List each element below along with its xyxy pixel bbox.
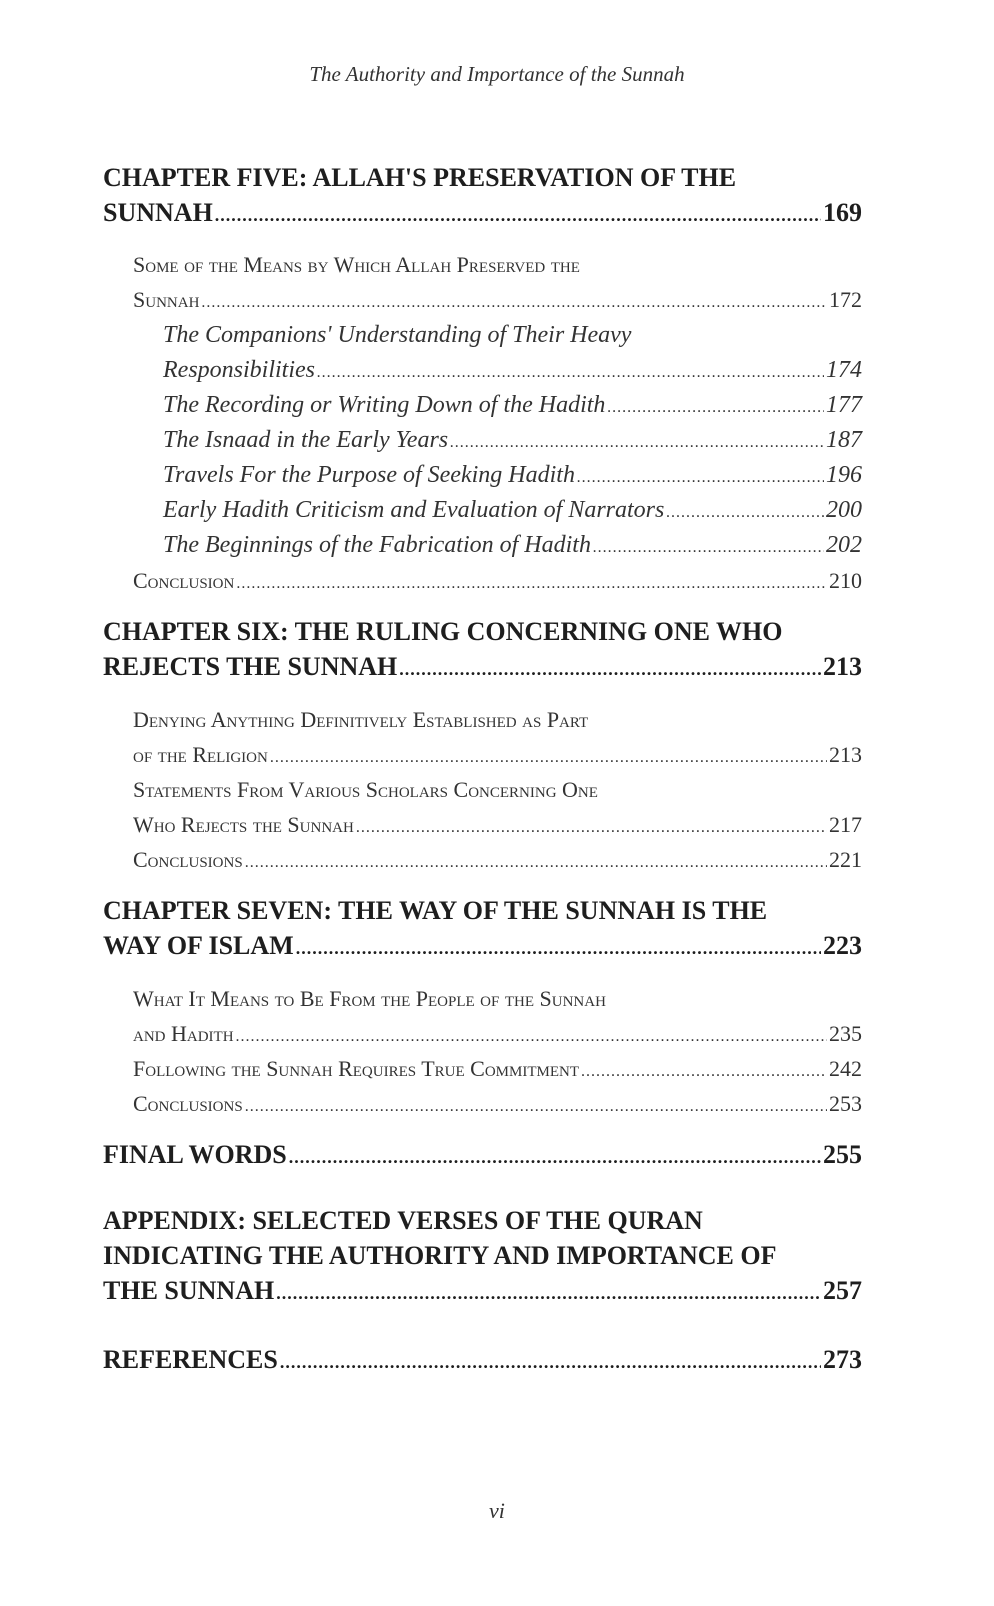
- toc-entry-line: [133, 1051, 862, 1086]
- toc-page-number: 174: [826, 357, 862, 383]
- toc-page-number: 187: [826, 427, 862, 453]
- toc-entry-sub: [163, 423, 862, 458]
- toc-page-number: 210: [829, 568, 862, 593]
- toc-entry-title: The Recording or Writing Down of the Hadith: [163, 392, 606, 418]
- toc-page-number: 202: [826, 532, 862, 558]
- toc-entry-title: Who Rejects the Sunnah: [133, 812, 354, 837]
- toc-entry-title: FINAL WORDS: [103, 1140, 287, 1169]
- page-number: vi: [489, 1498, 505, 1523]
- toc-entry-section: [133, 1051, 862, 1086]
- dot-leader: [450, 425, 824, 460]
- toc-entry-title: REJECTS THE SUNNAH: [103, 652, 398, 681]
- toc-page-number: 255: [823, 1140, 862, 1169]
- toc-page-number: 213: [829, 742, 862, 767]
- toc-page-number: 213: [823, 652, 862, 681]
- toc-entry-section: [133, 842, 862, 877]
- toc-page-number: 196: [826, 462, 862, 488]
- toc-entry-title: INDICATING THE AUTHORITY AND IMPORTANCE OF: [103, 1241, 777, 1270]
- toc-entry-chapter: [103, 1203, 862, 1308]
- toc-entry-line: [103, 614, 862, 649]
- toc-entry-line: [163, 318, 862, 353]
- dot-leader: [215, 198, 821, 233]
- dot-leader: [356, 810, 827, 845]
- dot-leader: [289, 1140, 821, 1175]
- toc-entry-sub: [163, 528, 862, 563]
- toc-entry-line: [133, 1016, 862, 1051]
- toc-entry-line: [133, 1086, 862, 1121]
- toc-entry-line: [133, 702, 862, 737]
- toc-entry-chapter: [103, 614, 862, 684]
- dot-leader: [236, 566, 827, 601]
- toc-entry-section: [133, 981, 862, 1051]
- dot-leader: [245, 1089, 827, 1124]
- toc-entry-title: The Beginnings of the Fabrication of Hadith: [163, 532, 591, 558]
- toc-entry-line: [163, 353, 862, 388]
- toc-entry-title: Statements From Various Scholars Concerning One: [133, 777, 598, 802]
- toc-entry-section: [133, 1086, 862, 1121]
- toc-entry-title: Travels For the Purpose of Seeking Hadith: [163, 462, 575, 488]
- dot-leader: [666, 495, 824, 530]
- toc-entry-title: APPENDIX: SELECTED VERSES OF THE QURAN: [103, 1206, 703, 1235]
- toc-entry-title: Denying Anything Definitively Established as Part: [133, 707, 589, 732]
- toc-entry-title: of the Religion: [133, 742, 268, 767]
- toc-entry-line: [103, 1273, 862, 1308]
- toc-entry-title: What It Means to Be From the People of the Sunnah: [133, 986, 606, 1011]
- toc-entry-title: CHAPTER SIX: THE RULING CONCERNING ONE WHO: [103, 617, 783, 646]
- dot-leader: [399, 652, 821, 687]
- toc-entry-chapter: [103, 1342, 862, 1377]
- toc-entry-chapter: [103, 160, 862, 230]
- toc-entry-chapter: [103, 1137, 862, 1172]
- toc-entry-line: [163, 458, 862, 493]
- toc-page-number: 177: [826, 392, 862, 418]
- toc-entry-title: Conclusions: [133, 1091, 243, 1116]
- toc-entry-line: [163, 423, 862, 458]
- toc-page-number: 223: [823, 931, 862, 960]
- toc-entry-section: [133, 702, 862, 772]
- toc-page-number: 221: [829, 847, 862, 872]
- dot-leader: [577, 460, 824, 495]
- dot-leader: [581, 1054, 827, 1089]
- toc-entry-line: [103, 1203, 862, 1238]
- toc-entry-title: Conclusions: [133, 847, 243, 872]
- toc-entry-title: Responsibilities: [163, 357, 315, 383]
- toc-page-number: 217: [829, 812, 862, 837]
- toc-page-number: 235: [829, 1021, 862, 1046]
- toc-page-number: 169: [823, 198, 862, 227]
- dot-leader: [280, 1345, 821, 1380]
- toc-entry-title: WAY OF ISLAM: [103, 931, 294, 960]
- toc-entry-line: [103, 1137, 862, 1172]
- dot-leader: [296, 931, 821, 966]
- toc-entry-line: [133, 981, 862, 1016]
- toc-entry-line: [133, 282, 862, 317]
- toc-entry-line: [163, 493, 862, 528]
- dot-leader: [276, 1276, 821, 1311]
- running-header: The Authority and Importance of the Sunnah: [309, 62, 685, 86]
- toc-entry-sub: [163, 458, 862, 493]
- toc-entry-sub: [163, 318, 862, 388]
- toc-entry-section: [133, 772, 862, 842]
- toc-entry-line: [133, 247, 862, 282]
- toc-entry-title: Following the Sunnah Requires True Commitment: [133, 1056, 579, 1081]
- toc-entry-title: The Isnaad in the Early Years: [163, 427, 449, 453]
- dot-leader: [270, 740, 827, 775]
- dot-leader: [317, 355, 824, 390]
- toc-page-number: 257: [823, 1276, 862, 1305]
- toc-entry-sub: [163, 493, 862, 528]
- toc-entry-section: [133, 563, 862, 598]
- toc-page-number: 273: [823, 1345, 862, 1374]
- dot-leader: [201, 285, 827, 320]
- toc-entry-sub: [163, 388, 862, 423]
- toc-entry-line: [163, 528, 862, 563]
- toc-page-number: 242: [829, 1056, 862, 1081]
- toc-entry-title: Early Hadith Criticism and Evaluation of Narrators: [163, 497, 665, 523]
- toc-entry-line: [133, 563, 862, 598]
- toc-entry-title: The Companions' Understanding of Their Heavy: [163, 322, 632, 348]
- toc-entry-section: [133, 247, 862, 317]
- toc-entry-title: Sunnah: [133, 287, 200, 312]
- dot-leader: [607, 390, 824, 425]
- toc-entry-title: REFERENCES: [103, 1345, 278, 1374]
- toc-entry-line: [133, 807, 862, 842]
- toc-page-number: 253: [829, 1091, 862, 1116]
- toc-page-number: 172: [829, 287, 862, 312]
- toc-entry-title: and Hadith: [133, 1021, 234, 1046]
- toc-entry-line: [103, 649, 862, 684]
- toc-entry-line: [103, 1238, 862, 1273]
- dot-leader: [236, 1019, 827, 1054]
- toc-entry-line: [103, 928, 862, 963]
- toc-entry-title: CHAPTER SEVEN: THE WAY OF THE SUNNAH IS THE: [103, 896, 768, 925]
- toc-entry-title: SUNNAH: [103, 198, 213, 227]
- toc-page-number: 200: [826, 497, 862, 523]
- toc-entry-line: [133, 842, 862, 877]
- toc-entry-title: Conclusion: [133, 568, 235, 593]
- toc-entry-title: CHAPTER FIVE: ALLAH'S PRESERVATION OF THE: [103, 163, 737, 192]
- toc-entry-line: [103, 1342, 862, 1377]
- toc-entry-line: [133, 772, 862, 807]
- dot-leader: [245, 845, 827, 880]
- toc-entry-title: Some of the Means by Which Allah Preserved the: [133, 252, 580, 277]
- toc-entry-line: [103, 160, 862, 195]
- toc-entry-title: THE SUNNAH: [103, 1276, 275, 1305]
- dot-leader: [593, 530, 824, 565]
- toc-entry-line: [103, 893, 862, 928]
- toc-entry-line: [103, 195, 862, 230]
- toc-entry-line: [133, 737, 862, 772]
- toc-entry-chapter: [103, 893, 862, 963]
- toc-entry-line: [163, 388, 862, 423]
